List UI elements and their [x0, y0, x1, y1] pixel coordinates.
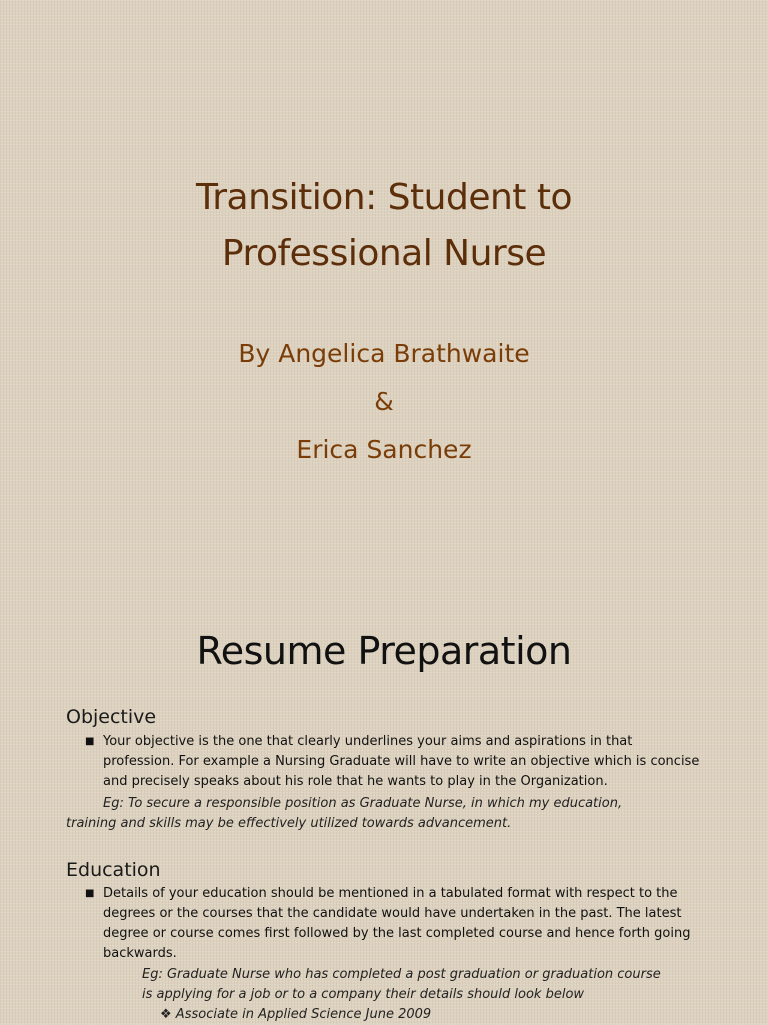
- objective-bullet: [85, 732, 705, 792]
- objective-heading: Objective: [66, 706, 157, 728]
- education-example-line-2: is applying for a job or to a company their details should look below: [142, 987, 585, 1002]
- objective-example-line-2: training and skills may be effectively utilized towards advancement.: [66, 816, 512, 831]
- title-line-2: Professional Nurse: [221, 233, 547, 274]
- square-bullet-icon: ■: [85, 888, 95, 899]
- sub-item-text: Associate in Applied Science June 2009: [175, 1007, 432, 1022]
- presentation-title: [0, 170, 768, 282]
- education-example-line-1: Eg: Graduate Nurse who has completed a post graduation or graduation course: [142, 967, 661, 982]
- education-bullet: [85, 884, 705, 964]
- author-2: Erica Sanchez: [296, 435, 472, 464]
- education-heading: Education: [66, 859, 161, 881]
- education-sub-item: [160, 1005, 431, 1025]
- objective-example-line-1: Eg: To secure a responsible position as Graduate Nurse, in which my education,: [103, 796, 623, 811]
- resume-slide: [0, 576, 768, 1024]
- authors: [0, 330, 768, 474]
- diamond-bullet-icon: ❖: [160, 1007, 172, 1022]
- education-text: Details of your education should be mentioned in a tabulated format with respect to the degrees or the courses that the candidate would have undertaken in the past. The latest degree or course comes first followed by the last completed course and hence forth going backwards.: [103, 886, 691, 961]
- square-bullet-icon: ■: [85, 736, 95, 747]
- author-1: By Angelica Brathwaite: [238, 339, 530, 368]
- objective-text: Your objective is the one that clearly underlines your aims and aspirations in that profession. For example a Nursing Graduate will have to write an objective which is concise and precisely speaks about his role that he wants to play in the Organization.: [103, 734, 700, 789]
- ampersand: &: [374, 387, 394, 416]
- title-line-1: Transition: Student to: [196, 177, 572, 218]
- slide-title: Resume Preparation: [196, 629, 572, 673]
